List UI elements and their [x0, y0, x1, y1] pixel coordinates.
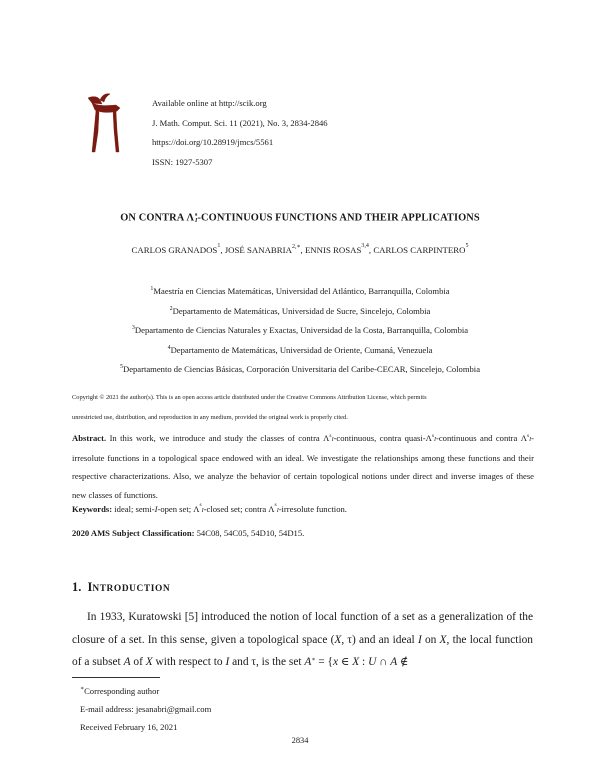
paper-title: ON CONTRA Λ s I -CONTINUOUS FUNCTIONS AND THEIR APPLICATIONS [120, 212, 480, 224]
footnotes [80, 682, 211, 737]
author-list: CARLOS GRANADOS$^1$, JOSÉ $SANABRIA^{2,∗}$, ENNIS ROSAS$^{3,4}$, CARLOS CARPINTERO$^5$ [131, 243, 469, 255]
affiliation: $^3$Departamento de Ciencias Naturales y Exactas, Universidad de la Costa, Barranquilla, Colombia [131, 325, 469, 335]
keywords-label: Keywords: [72, 504, 113, 514]
author: CARLOS GRANADOS$^1$ [131, 243, 221, 255]
title-lambda-scripts: s I [195, 212, 198, 224]
footnote-rule [72, 677, 160, 678]
affiliation: $^5$Departamento de Ciencias Básicas, Corporación Universitaria del Caribe-CECAR, Sincelejo, Colombia [119, 364, 481, 374]
keywords: Keywords: ideal; semi-I-open set; $\Lambda^sI$-closed set; contra $\Lambda^sI$-irresolute function. [72, 502, 347, 514]
author: JOSÉ $SANABRIA^{2,∗}$ [224, 244, 301, 255]
abstract-label: Abstract. [72, 433, 107, 443]
journal-info [152, 94, 328, 172]
affiliation: $^4$Departamento de Matemáticas, Universidad de Oriente, Cumaná, Venezuela [167, 344, 433, 355]
received-date: Received February 16, 2021 [80, 722, 178, 733]
intro-paragraph: In 1933, Kuratowski [5] introduced the notion of local function of a set as a generalization of the closure of a set. In this sense, given a topological space (X, τ) and an ideal I on X, the local function of a subset A of X with respect to I and τ, is the set A∗ = {x ∈ X : U ∩ A ∉ [72, 611, 533, 668]
subject-classification: 2020 AMS Subject Classification: 54C08, 54C05, 54D10, 54D15. [72, 528, 305, 538]
copyright-notice: Copyright © 2021 the author(s). This is an open access article distributed under the Creative Commons Attribution License, which permits unrestricted use, distribution, and reproduction in any medium, provided the original work is properly cited. [72, 394, 427, 421]
affiliation: $^2$Departamento de Matemáticas, Universidad de Sucre, Sincelejo, Colombia [169, 305, 431, 316]
affiliation-list [0, 282, 600, 380]
email-note[interactable]: E-mail address: jesanabri@gmail.com [80, 704, 212, 715]
doi-link[interactable]: https://doi.org/10.28919/jmcs/5561 [152, 137, 274, 147]
abstract: Abstract. In this work, we introduce and study the classes of contra $\Lambda^sI$-continuous, contra quasi-$\Lambda^sI$-continuous and contra $\Lambda^sI$-irresolute functions in a topological space endowed with an ideal. We investigate the relationships among these functions and their respective characterizations. Also, we analyze the behavior of certain topological notions under direct and inverse images of these new classes of functions. [72, 433, 534, 500]
section-heading: 1. INTRODUCTION [72, 580, 171, 594]
affiliation: $^1$Maestría en Ciencias Matemáticas, Universidad del Atlántico, Barranquilla, Colombia [150, 286, 450, 296]
msc-label: 2020 AMS Subject Classification: [72, 528, 195, 538]
author: ENNIS ROSAS$^{3,4}$ [304, 243, 369, 255]
issn-line: ISSN: 1927-5307 [152, 156, 213, 167]
citation-line: J. Math. Comput. Sci. 11 (2021), No. 3, 2834-2846 [152, 117, 328, 128]
corresponding-author-note: ∗Corresponding author [80, 686, 160, 696]
author: CARLOS CARPINTERO$^5$ [373, 243, 469, 255]
availability-line: Available online at http://scik.org [152, 98, 267, 108]
page-number: 2834 [291, 736, 309, 745]
gazelle-logo-icon [86, 92, 122, 154]
